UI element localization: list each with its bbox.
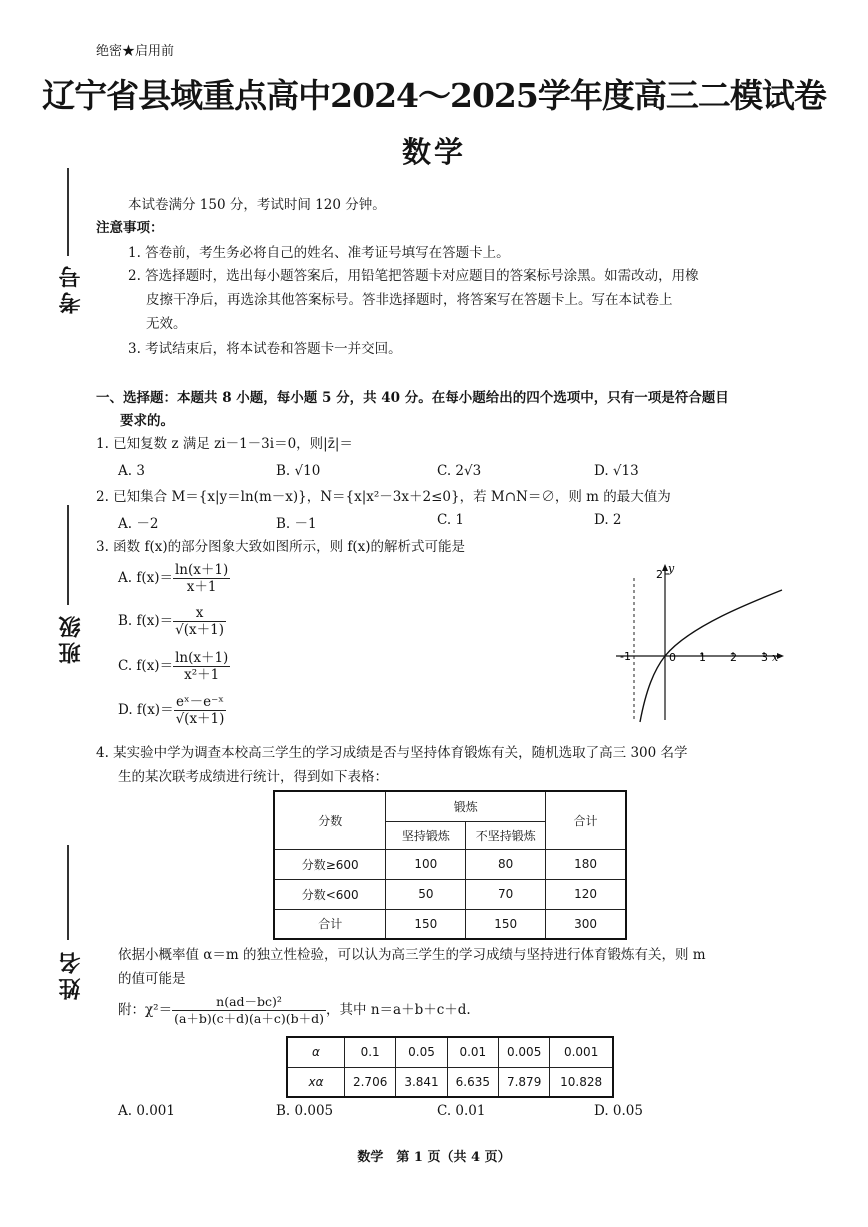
q1-option-a: A. 3 xyxy=(118,463,145,479)
formula-denominator: (a＋b)(c＋d)(a＋c)(b＋d) xyxy=(174,1011,325,1026)
table-row: α 0.1 0.05 0.01 0.005 0.001 xyxy=(287,1037,613,1067)
y-axis-label: y xyxy=(668,562,675,575)
table-row: 分数<600 50 70 120 xyxy=(274,879,626,909)
q3-b-denominator: √(x＋1) xyxy=(175,622,224,638)
notice-title: 注意事项： xyxy=(96,220,164,236)
q3-d-numerator: eˣ－e⁻ˣ xyxy=(174,694,227,711)
intro-text: 本试卷满分 150 分，考试时间 120 分钟。 xyxy=(128,197,386,213)
q3-option-a xyxy=(118,562,230,595)
q3-function-graph xyxy=(612,560,790,725)
q4-option-b: B. 0.005 xyxy=(276,1103,334,1119)
q1-option-c: C. 2√3 xyxy=(437,463,482,479)
q3-option-b xyxy=(118,605,226,638)
y-tick-label: 2 xyxy=(656,568,663,581)
exam-no-label: 考号 xyxy=(58,262,84,314)
class-line xyxy=(67,505,69,605)
x-neg-label: -1 xyxy=(620,650,631,663)
q4-option-d: D. 0.05 xyxy=(594,1103,643,1119)
exam-no-line xyxy=(67,168,69,256)
section-heading-line-1: 一、选择题：本题共 8 小题，每小题 5 分，共 40 分。在每小题给出的四个选项中，只有一项是符合题目 xyxy=(96,390,729,406)
q2-option-d: D. 2 xyxy=(594,512,622,528)
q3-stem: 3. 函数 f(x)的部分图象大致如图所示，则 f(x)的解析式可能是 xyxy=(96,539,466,555)
notice-item-2-line-2: 皮擦干净后，再选涂其他答案标号。答非选择题时，将答案写在答题卡上。写在本试卷上 xyxy=(146,292,673,308)
q1-option-b: B. √10 xyxy=(276,463,321,479)
q3-a-lhs: A. f(x)＝ xyxy=(118,570,173,586)
chi-square-formula xyxy=(118,994,471,1027)
q3-c-lhs: C. f(x)＝ xyxy=(118,658,174,674)
q4-stem-line-1: 4. 某实验中学为调查本校高三学生的学习成绩是否与坚持体育锻炼有关，随机选取了高三 300 名学 xyxy=(96,745,688,761)
q2-option-b: B. －1 xyxy=(276,516,317,532)
th-total: 合计 xyxy=(546,791,626,849)
contingency-table xyxy=(273,790,627,940)
q3-d-denominator: √(x＋1) xyxy=(175,711,225,727)
table-row: xα 2.706 3.841 6.635 7.879 10.828 xyxy=(287,1067,613,1097)
q4-option-c: C. 0.01 xyxy=(437,1103,486,1119)
notice-item-3: 3. 考试结束后，将本试卷和答题卡一并交回。 xyxy=(128,341,402,357)
name-line xyxy=(67,845,69,940)
q2-option-c: C. 1 xyxy=(437,512,465,528)
q2-stem: 2. 已知集合 M＝{x|y＝ln(m－x)}，N＝{x|x²－3x＋2≤0}，若 M∩N＝∅，则 m 的最大值为 xyxy=(96,489,671,505)
exam-title: 辽宁省县域重点高中2024～2025学年度高三二模试卷 xyxy=(42,76,826,115)
notice-item-1: 1. 答卷前，考生务必将自己的姓名、准考证号填写在答题卡上。 xyxy=(128,245,510,261)
q3-c-numerator: ln(x＋1) xyxy=(175,650,229,666)
notice-item-2-line-1: 2. 答选择题时，选出每小题答案后，用铅笔把答题卡对应题目的答案标号涂黑。如需改动，用橡 xyxy=(128,268,699,284)
x-tick-3: 3 xyxy=(761,651,768,664)
th-keep: 坚持锻炼 xyxy=(386,821,466,849)
table-row: 分数≥600 100 80 180 xyxy=(274,849,626,879)
th-exercise: 锻炼 xyxy=(386,791,546,821)
formula-lhs: 附：χ²＝ xyxy=(118,1002,173,1018)
th-score: 分数 xyxy=(274,791,386,849)
class-label: 班级 xyxy=(58,612,84,664)
q3-option-d xyxy=(118,694,226,727)
q4-stem-line-2: 生的某次联考成绩进行统计，得到如下表格： xyxy=(118,769,388,785)
q3-a-numerator: ln(x＋1) xyxy=(174,562,229,578)
confidential-stamp: 绝密★启用前 xyxy=(96,44,175,59)
q3-option-c xyxy=(118,650,230,683)
q3-d-lhs: D. f(x)＝ xyxy=(118,702,174,718)
q3-a-denominator: x＋1 xyxy=(186,579,217,595)
q1-option-d: D. √13 xyxy=(594,463,639,479)
x-tick-2: 2 xyxy=(730,651,737,664)
x-axis-label: x xyxy=(772,651,779,664)
critical-value-table xyxy=(286,1036,614,1098)
q3-b-lhs: B. f(x)＝ xyxy=(118,613,174,629)
q3-c-denominator: x²＋1 xyxy=(184,667,220,683)
q4-option-a: A. 0.001 xyxy=(118,1103,175,1119)
page-footer: 数学 第 1 页（共 4 页） xyxy=(357,1150,511,1165)
notice-item-2-line-3: 无效。 xyxy=(146,316,187,332)
origin-label: 0 xyxy=(669,651,676,664)
section-heading-line-2: 要求的。 xyxy=(120,413,174,429)
name-label: 姓名 xyxy=(58,948,84,1000)
q2-option-a: A. －2 xyxy=(118,516,159,532)
table-row: 合计 150 150 300 xyxy=(274,909,626,939)
formula-rhs: ，其中 n＝a＋b＋c＋d. xyxy=(326,1002,471,1018)
th-notkeep: 不坚持锻炼 xyxy=(466,821,546,849)
x-tick-1: 1 xyxy=(699,651,706,664)
subject-title: 数学 xyxy=(401,135,466,169)
q3-b-numerator: x xyxy=(173,605,226,622)
q4-text-line-2: 的值可能是 xyxy=(118,971,186,987)
q4-text-line-1: 依据小概率值 α＝m 的独立性检验，可以认为高三学生的学习成绩与坚持进行体育锻炼有关，则 m xyxy=(118,947,706,963)
formula-numerator: n(ad－bc)² xyxy=(172,994,326,1011)
q1-stem: 1. 已知复数 z 满足 zi－1－3i＝0，则|z̄|＝ xyxy=(96,436,353,452)
